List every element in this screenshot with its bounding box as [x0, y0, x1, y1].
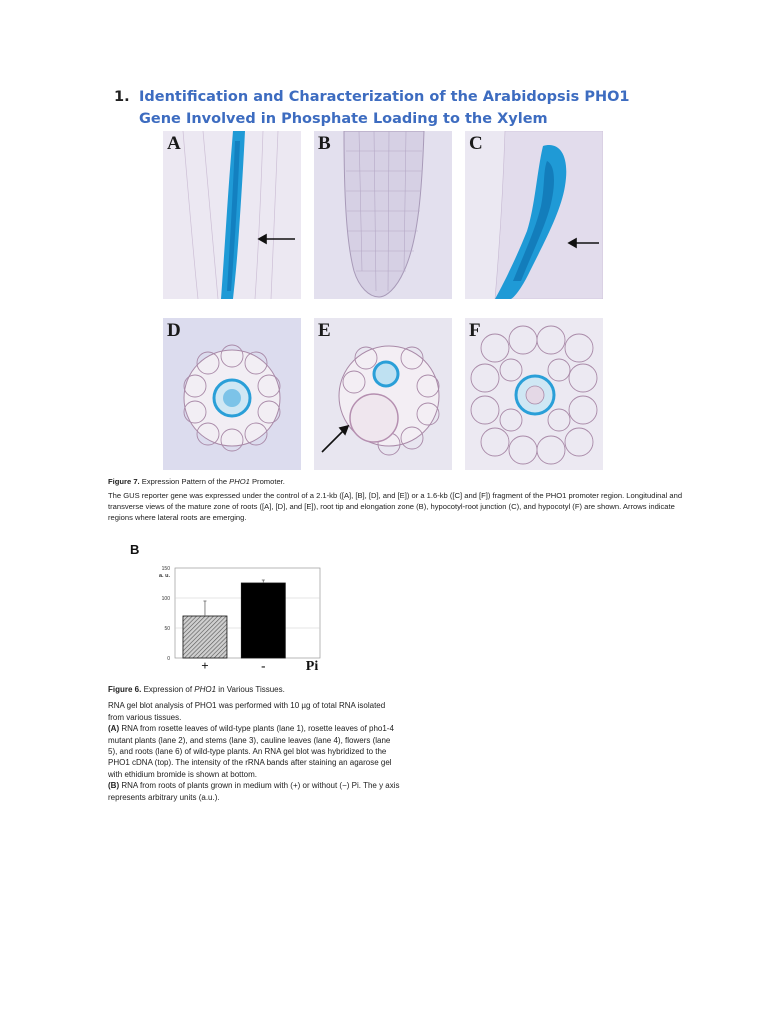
panel-e-label: E [318, 320, 331, 341]
figure7-caption [108, 476, 693, 523]
heading-title: Identification and Characterization of the Arabidopsis PHO1 Gene Involved in Phosphate Loading to the Xylem [139, 89, 630, 127]
panel-c [465, 131, 603, 299]
figure6-title-label: Figure 6. [108, 685, 142, 694]
figure6-part-b-label: (B) [108, 781, 120, 791]
y-tick-label-1: 50 [164, 626, 170, 632]
bar-chart [130, 538, 350, 678]
figure6-title-text: Expression of [143, 685, 195, 694]
panel-c-image [465, 131, 603, 299]
bar-0 [183, 616, 227, 658]
figure7-title-end: Promoter. [249, 477, 285, 486]
figure6-title-end: in Various Tissues. [216, 685, 285, 694]
y-tick-label-3: 150 [161, 566, 170, 572]
figure6-title-gene: PHO1 [194, 685, 217, 694]
section-heading [114, 86, 674, 130]
panel-c-label: C [469, 133, 483, 154]
micrograph-figure [163, 131, 603, 471]
figure6-line1: RNA gel blot analysis of PHO1 was performed with 10 µg of total RNA isolated from various tissues. [108, 701, 386, 722]
panel-f-image [465, 318, 603, 470]
chart-panel-label: B [130, 542, 140, 557]
panel-d-label: D [167, 320, 181, 341]
y-tick-label-0: 0 [167, 656, 170, 662]
panel-a-image [163, 131, 301, 299]
bar-1 [241, 583, 285, 658]
figure6-part-a-text: RNA from rosette leaves of wild-type plants (lane 1), rosette leaves of pho1-4 mutant plants (lane 2), and stems (lane 3), cauline leaves (lane 4), flowers (lane 5), and roots (lane 6) of wild-type plants. An RNA gel blot was hybridized to the PHO1 cDNA (top). The intensity of the rRNA bands after staining an agarose gel with ethidium bromide is shown at bottom. [108, 724, 394, 779]
x-tick-label-0: + [201, 658, 209, 673]
x-tick-label-1: - [261, 658, 266, 673]
figure7-body: The GUS reporter gene was expressed under the control of a 2.1-kb ([A], [B], [D], and [E]) or a 1.6-kb ([C] and [F]) fragment of the PHO1 promoter region. Longitudinal and transverse views of the mature zone of roots ([A], [D], and [E]), root tip and elongation zone (B), hypocotyl-root junction (C), and hypocotyl (F) are shown. Arrows indicate regions where lateral roots are emerging. [108, 491, 683, 522]
panel-b-image [314, 131, 452, 299]
panel-f-label: F [469, 320, 481, 341]
heading-number: 1. [114, 89, 130, 105]
y-tick-label-2: 100 [161, 596, 170, 602]
bar-chart-svg [130, 538, 350, 678]
panel-d [163, 318, 301, 470]
panel-f [465, 318, 603, 470]
figure6-part-b-text: RNA from roots of plants grown in medium with (+) or without (−) Pi. The y axis represents arbitrary units (a.u.). [108, 781, 400, 802]
figure6-caption [108, 684, 400, 803]
figure7-title-gene: PHO1 [229, 477, 250, 486]
panel-d-image [163, 318, 301, 470]
figure7-title [108, 476, 693, 487]
panel-b-label: B [318, 133, 331, 154]
panel-a [163, 131, 301, 299]
x-axis-label: Pi [305, 659, 319, 674]
y-axis-label: a. u. [158, 573, 170, 579]
figure6-part-a [108, 723, 400, 780]
figure7-title-text: Expression Pattern of the [141, 477, 230, 486]
figure7-title-label: Figure 7. [108, 477, 140, 486]
panel-e-image [314, 318, 452, 470]
panel-e [314, 318, 452, 470]
figure6-part-a-label: (A) [108, 724, 120, 734]
figure6-title [108, 684, 400, 695]
panel-a-label: A [167, 133, 181, 154]
panel-b [314, 131, 452, 299]
figure6-part-b [108, 780, 400, 803]
